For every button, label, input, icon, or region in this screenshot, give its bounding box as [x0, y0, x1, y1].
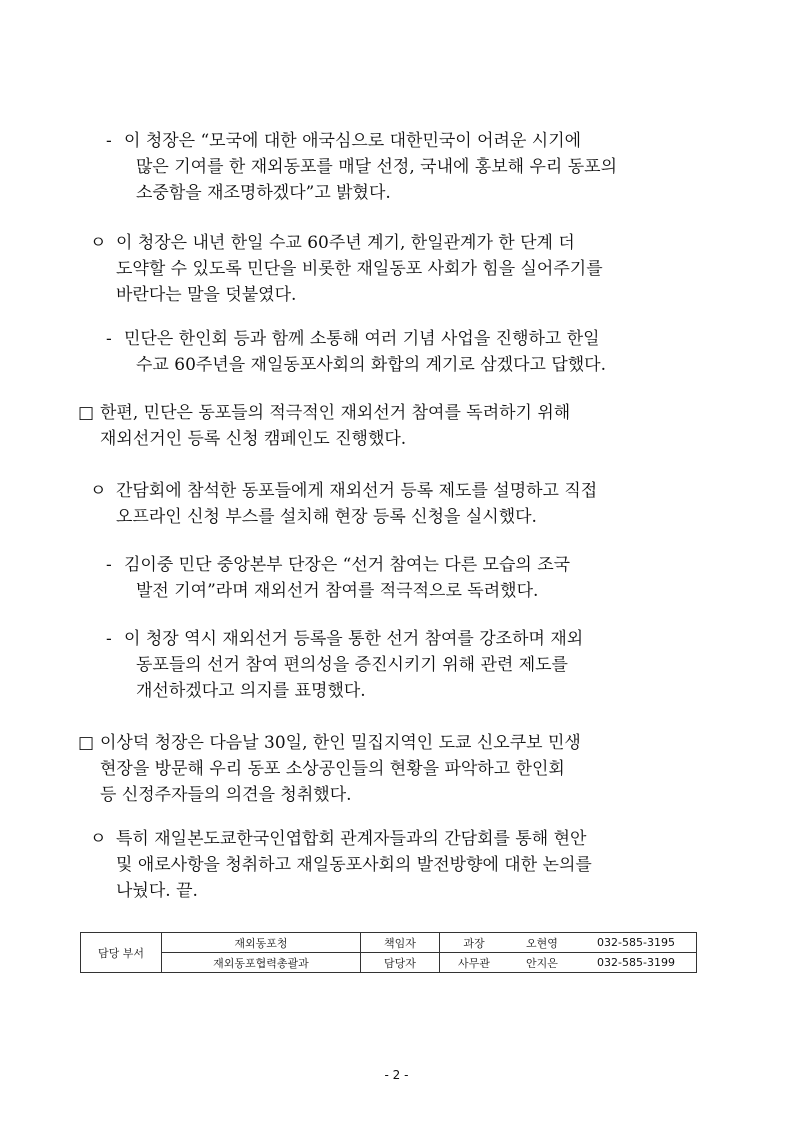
name-cell: 오현영: [508, 933, 576, 953]
circle-marker: ㅇ: [90, 829, 107, 849]
title-cell: 과장: [440, 933, 509, 953]
dash-marker: -: [106, 629, 112, 649]
circle-marker: ㅇ: [90, 481, 107, 501]
table-row: [81, 953, 697, 973]
circle-marker: ㅇ: [90, 233, 107, 253]
square-marker: □: [78, 733, 95, 753]
name-cell: 안지은: [508, 953, 576, 973]
paragraph-5: 간담회에 참석한 동포들에게 재외선거 등록 제도를 설명하고 직접 오프라인 신청 부스를 설치해 현장 등록 신청을 실시했다.: [116, 481, 598, 527]
contact-table: [80, 932, 697, 973]
paragraph-2: 이 청장은 내년 한일 수교 60주년 계기, 한일관계가 한 단계 더 도약할 수 있도록 민단을 비롯한 재일동포 사회가 힘을 실어주기를 바란다는 말을 덧붙였다.: [116, 233, 603, 305]
page-number: - 2 -: [384, 1068, 409, 1082]
paragraph-4: 한편, 민단은 동포들의 적극적인 재외선거 참여를 독려하기 위해 재외선거인 등록 신청 캠페인도 진행했다.: [100, 403, 571, 449]
dept-label-cell: 담당 부서: [81, 933, 162, 973]
org-cell: 재외동포청: [162, 933, 361, 953]
phone-cell: 032-585-3199: [576, 953, 697, 973]
paragraph-8: 이상덕 청장은 다음날 30일, 한인 밀집지역인 도쿄 신오쿠보 민생 현장을 방문해 우리 동포 소상공인들의 현황을 파악하고 한인회 등 신정주자들의 의견을 청취했다.: [100, 733, 581, 805]
dash-marker: -: [106, 131, 112, 151]
role-cell: 담당자: [361, 953, 440, 973]
phone-cell: 032-585-3195: [576, 933, 697, 953]
paragraph-7: 이 청장 역시 재외선거 등록을 통한 선거 참여를 강조하며 재외 동포들의 선거 참여 편의성을 증진시키기 위해 관련 제도를 개선하겠다고 의지를 표명했다.: [124, 629, 584, 701]
role-cell: 책임자: [361, 933, 440, 953]
division-cell: 재외동포협력총괄과: [162, 953, 361, 973]
dash-marker: -: [106, 329, 112, 349]
paragraph-1: 이 청장은 “모국에 대한 애국심으로 대한민국이 어려운 시기에 많은 기여를 한 재외동포를 매달 선정, 국내에 홍보해 우리 동포의 소중함을 재조명하겠다”고 밝혔다.: [124, 131, 618, 203]
table-row: [81, 933, 697, 953]
title-cell: 사무관: [440, 953, 509, 973]
paragraph-9: 특히 재일본도쿄한국인엽합회 관계자들과의 간담회를 통해 현안 및 애로사항을 청취하고 재일동포사회의 발전방향에 대한 논의를 나눴다. 끝.: [116, 829, 592, 901]
paragraph-6: 김이중 민단 중앙본부 단장은 “선거 참여는 다른 모습의 조국 발전 기여”라며 재외선거 참여를 적극적으로 독려했다.: [124, 555, 571, 601]
paragraph-3: 민단은 한인회 등과 함께 소통해 여러 기념 사업을 진행하고 한일 수교 60주년을 재일동포사회의 화합의 계기로 삼겠다고 답했다.: [124, 329, 607, 375]
dash-marker: -: [106, 555, 112, 575]
square-marker: □: [78, 403, 95, 423]
